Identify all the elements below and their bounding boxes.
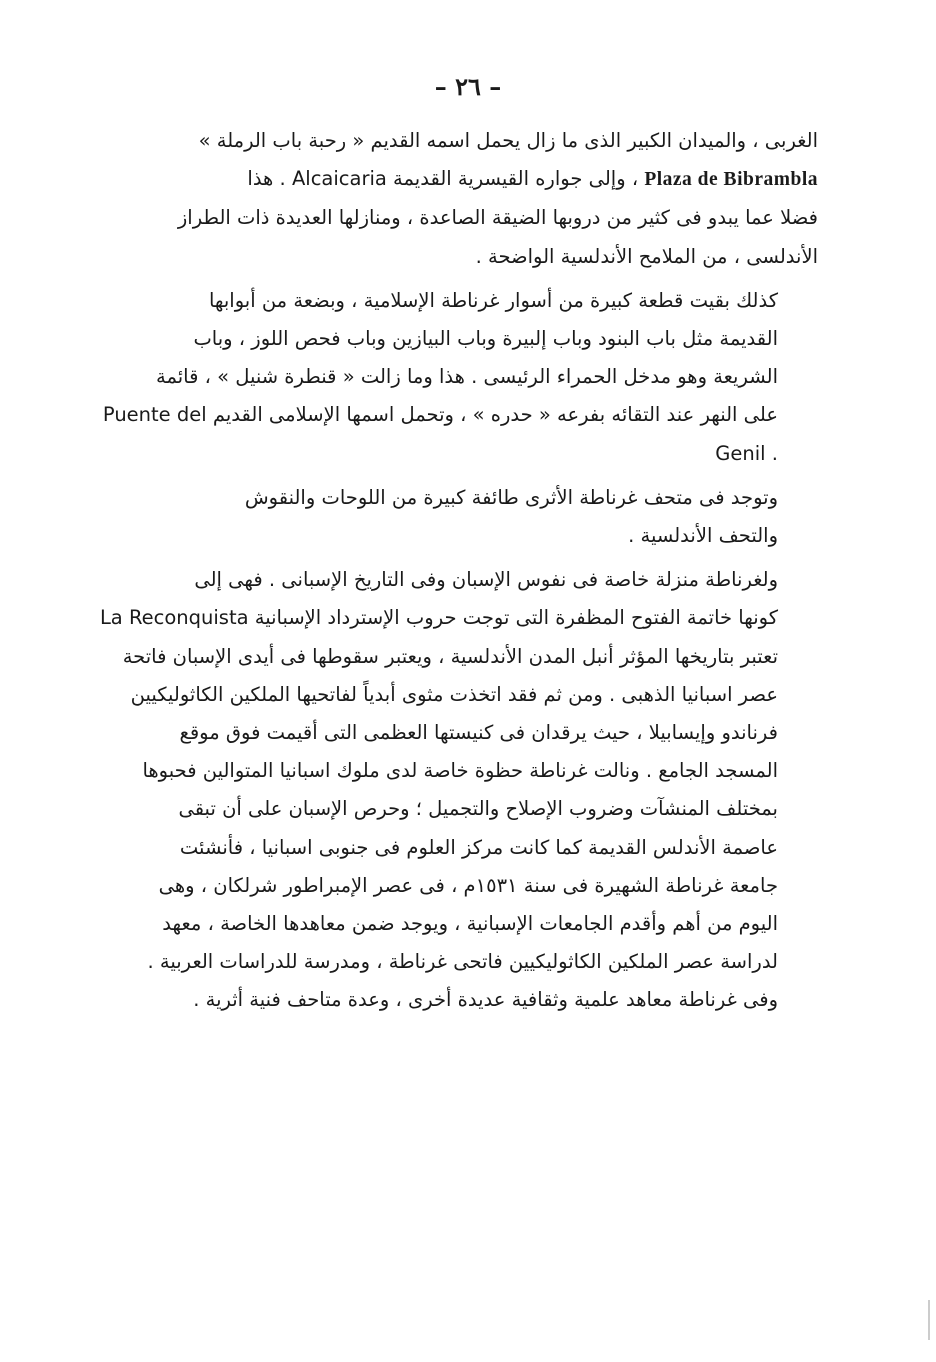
text-line: فرناندو وإيسابيلا ، حيث يرقدان فى كنيستها العظمى التى أقيمت فوق موقع	[179, 721, 778, 745]
text-line: وتوجد فى متحف غرناطة الأثرى طائفة كبيرة من اللوحات والنقوش	[244, 485, 778, 509]
text-line: الغربى ، والميدان الكبير الذى ما زال يحمل اسمه القديم « رحبة باب الرملة »	[198, 129, 818, 152]
paragraph	[102, 282, 818, 473]
text-line: عصر اسبانيا الذهبى . ومن ثم فقد اتخذت مثوى أبدياً لفاتحيها الملكين الكاثوليكيين	[130, 682, 778, 706]
text-line: عاصمة الأندلس القديمة كما كانت مركز العلوم فى جنوبى اسبانيا ، فأنشئت	[179, 835, 778, 859]
text-line	[128, 160, 818, 199]
text-line: اليوم من أهم وأقدم الجامعات الإسبانية ، ويوجد ضمن معاهدها الخاصة ، معهد	[162, 912, 778, 936]
text-line: على النهر عند التقائه بفرعه « حدره » ، وتحمل اسمها الإسلامى القديم Puente del	[102, 403, 778, 427]
text-line: وفى غرناطة معاهد علمية وثقافية عديدة أخرى ، وعدة متاحف فنية أثرية .	[193, 988, 778, 1012]
text-line: . Genil	[715, 441, 778, 465]
text-line: تعتبر بتاريخها المؤثر أنبل المدن الأندلسية ، ويعتبر سقوطها فى أيدى الإسبان فاتحة	[122, 644, 778, 668]
paragraph	[128, 122, 818, 276]
text-line: ولغرناطة منزلة خاصة فى نفوس الإسبان وفى التاريخ الإسبانى . فهى إلى	[194, 568, 778, 592]
text-line: لدراسة عصر الملكين الكاثوليكيين فاتحى غرناطة ، ومدرسة للدراسات العربية .	[147, 950, 778, 974]
text-line: جامعة غرناطة الشهيرة فى سنة ١٥٣١م ، فى عصر الإمبراطور شرلكان ، وهى	[158, 873, 778, 897]
text-line: كذلك بقيت قطعة كبيرة من أسوار غرناطة الإسلامية ، وبضعة من أبوابها	[208, 288, 778, 312]
text-line: المسجد الجامع . ونالت غرناطة حظوة خاصة لدى ملوك اسبانيا المتوالين فحبوها	[142, 759, 778, 783]
text-line: القديمة مثل باب البنود وباب إلبيرة وباب البيازين وباب فحص اللوز ، وباب	[193, 327, 778, 351]
text-line: بمختلف المنشآت وضروب الإصلاح والتجميل ؛ وحرص الإسبان على أن تبقى	[178, 797, 778, 821]
paragraph	[128, 479, 818, 555]
text-line: الأندلسى ، من الملامح الأندلسية الواضحة .	[475, 244, 818, 268]
document-body	[99, 122, 818, 1020]
text-line: والتحف الأندلسية .	[628, 524, 778, 548]
latin-term: Plaza de Bibrambla	[644, 169, 818, 191]
scan-edge-mark	[928, 1300, 930, 1340]
text-line: كونها خاتمة الفتوح المظفرة التى توجت حروب الإسترداد الإسبانية La Reconquista	[99, 606, 778, 630]
text-fragment: ، وإلى جواره القيسرية القديمة Alcaicaria . هذا	[247, 167, 639, 191]
text-line: الشريعة وهو مدخل الحمراء الرئيسى . هذا وما زالت « قنطرة شنيل » ، قائمة	[156, 365, 778, 389]
paragraph	[99, 561, 818, 1019]
text-line: فضلا عما يبدو فى كثير من دروبها الضيقة الصاعدة ، ومنازلها العديدة ذات الطراز	[177, 206, 818, 230]
page-number: – ٢٦ –	[434, 72, 502, 101]
